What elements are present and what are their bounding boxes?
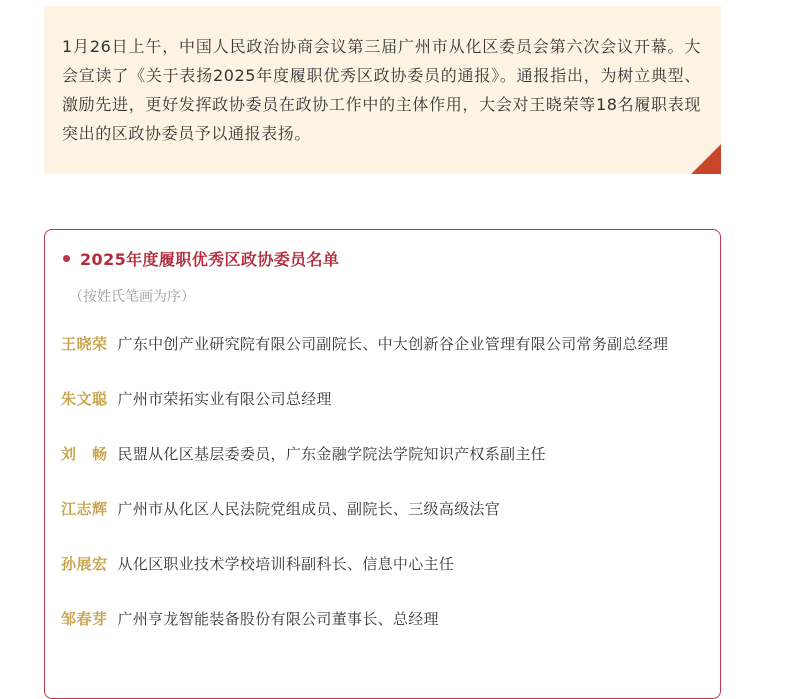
list-item <box>61 605 704 634</box>
list-item <box>61 550 704 579</box>
member-name: 邹春芽 <box>61 610 108 628</box>
member-name: 朱文聪 <box>61 390 108 408</box>
card-header <box>61 246 704 270</box>
intro-paragraph: 1月26日上午，中国人民政治协商会议第三届广州市从化区委员会第六次会议开幕。大会宣读了《关于表扬2025年度履职优秀区政协委员的通报》。通报指出，为树立典型、激励先进，更好发挥政协委员在政协工作中的主体作用，大会对王晓荣等18名履职表现突出的区政协委员予以通报表扬。 <box>62 37 701 143</box>
sort-note: （按姓氏笔画为序） <box>69 289 195 305</box>
honor-list-card <box>44 229 721 699</box>
member-title: 广州市从化区人民法院党组成员、副院长、三级高级法官 <box>117 500 501 518</box>
member-name: 江志辉 <box>61 500 108 518</box>
corner-fold-decoration <box>691 144 721 174</box>
member-title: 从化区职业技术学校培训科副科长、信息中心主任 <box>117 555 455 573</box>
list-item <box>61 385 704 414</box>
card-title: 2025年度履职优秀区政协委员名单 <box>80 249 340 269</box>
member-title: 广州市荣拓实业有限公司总经理 <box>117 390 332 408</box>
member-title: 民盟从化区基层委委员，广东金融学院法学院知识产权系副主任 <box>117 445 546 463</box>
member-name: 孙展宏 <box>61 555 108 573</box>
intro-box <box>44 6 721 174</box>
member-title: 广东中创产业研究院有限公司副院长、中大创新谷企业管理有限公司常务副总经理 <box>117 335 669 353</box>
member-list <box>61 330 704 634</box>
list-item <box>61 330 704 359</box>
member-name: 王晓荣 <box>61 335 108 353</box>
member-name: 刘 畅 <box>61 445 108 463</box>
bullet-dot-icon <box>63 255 70 262</box>
member-title: 广州亨龙智能装备股份有限公司董事长、总经理 <box>117 610 439 628</box>
list-item <box>61 495 704 524</box>
list-item <box>61 440 704 469</box>
